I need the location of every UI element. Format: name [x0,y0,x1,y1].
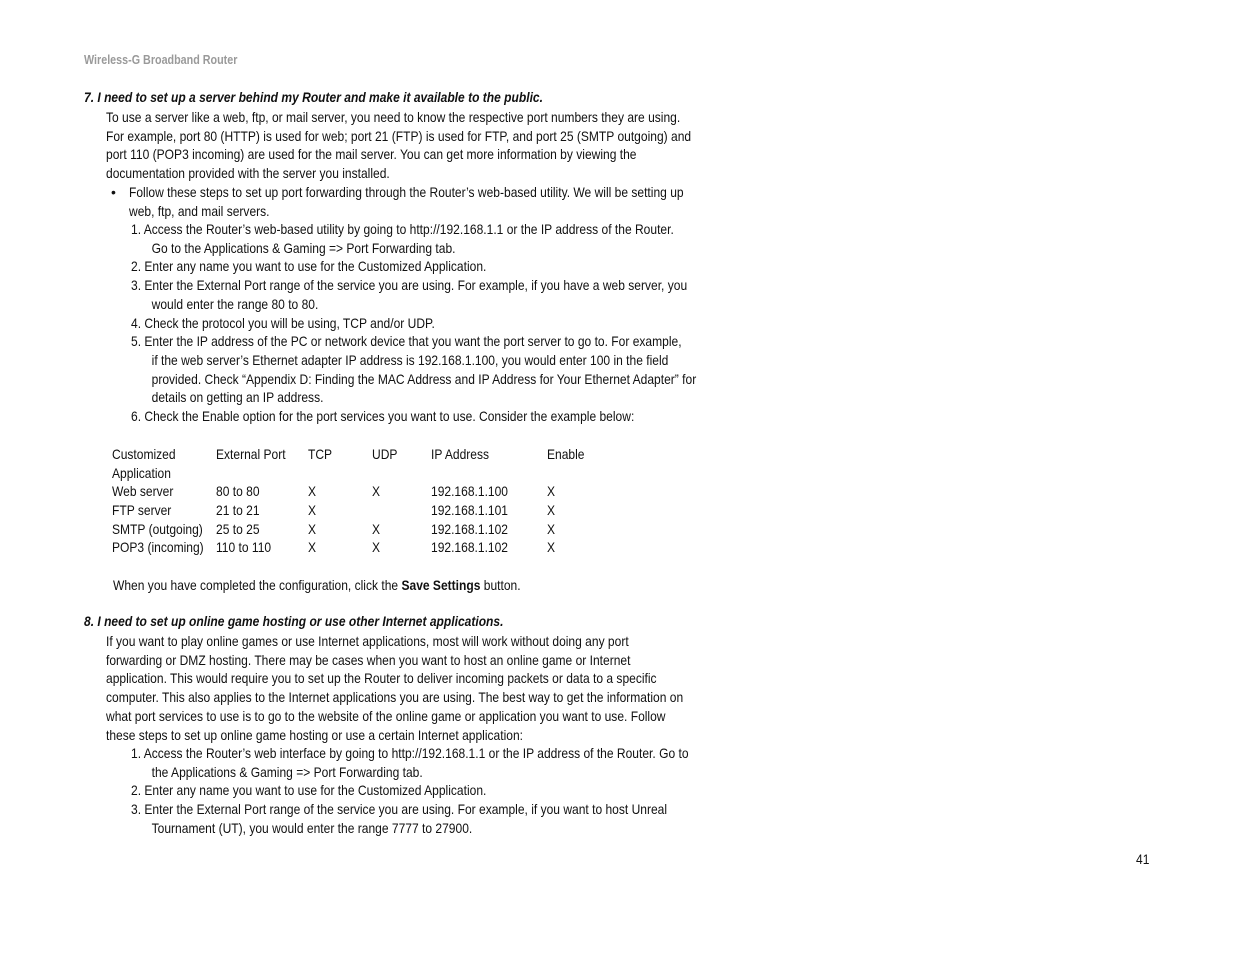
intro-line: application. This would require you to set up the Router to deliver incoming packets or data to a specific [106,670,657,687]
step-line: 5. Enter the IP address of the PC or network device that you want the port server to go to. For example, [131,333,682,350]
table-cell: FTP server [112,502,172,518]
table-cell: X [547,521,556,537]
step-2 [131,257,696,276]
document-header: Wireless-G Broadband Router [84,53,238,67]
table-cell: X [547,502,556,518]
table-header-cell: UDP [372,446,398,462]
save-settings-label: Save Settings [401,577,481,593]
bullet-line: Follow these steps to set up port forwarding through the Router’s web-based utility. We will be setting up [129,184,684,200]
step-line: would enter the range 80 to 80. [151,295,319,312]
step-1 [131,744,689,781]
step-line: 1. Access the Router’s web-based utility by going to http://192.168.1.1 or the IP address of the Router. [131,221,674,237]
intro-line: To use a server like a web, ftp, or mail server, you need to know the respective port numbers they are using. [106,109,681,125]
step-2 [131,781,689,800]
table-header-cell: External Port [216,446,286,462]
intro-line: forwarding or DMZ hosting. There may be cases when you want to host an online game or Internet [106,651,631,668]
table-cell: POP3 (incoming) [112,539,204,555]
table-cell: 25 to 25 [216,521,260,537]
bullet-icon: • [111,184,116,200]
table-cell: 192.168.1.102 [431,521,508,537]
section7-bullet-text [129,183,684,220]
section8-intro [106,632,683,744]
closing-text: button. [480,577,521,593]
step-line: if the web server’s Ethernet adapter IP address is 192.168.1.100, you would enter 100 in the field [151,351,669,368]
table-cell: X [372,521,381,537]
intro-line: what port services to use is to go to the website of the online game or application you want to use. Follow [106,707,666,724]
step-line: 6. Check the Enable option for the port services you want to use. Consider the example below: [131,408,635,425]
intro-line: computer. This also applies to the Internet applications you are using. The best way to get the information on [106,689,684,706]
table-header-cell: TCP [308,446,333,462]
step-line: 3. Enter the External Port range of the service you are using. For example, if you have a web server, you [131,277,688,294]
intro-line: these steps to set up online game hosting or use a certain Internet application: [106,726,523,743]
section8-steps [131,744,689,838]
step-line: 1. Access the Router’s web interface by going to http://192.168.1.1 or the IP address of the Router. Go to [131,745,689,761]
table-cell: X [372,483,381,499]
table-cell: 192.168.1.100 [431,483,508,499]
step-line: Go to the Applications & Gaming => Port Forwarding tab. [151,239,456,256]
closing-text: When you have completed the configuration, click the [113,577,402,593]
step-line: 2. Enter any name you want to use for the Customized Application. [131,782,487,799]
table-cell: X [308,521,317,537]
intro-line: documentation provided with the server you installed. [106,165,390,182]
table-cell: 192.168.1.102 [431,539,508,555]
table-cell: X [372,539,381,555]
table-cell: X [547,483,556,499]
step-line: 3. Enter the External Port range of the service you are using. For example, if you want to host Unreal [131,801,668,818]
step-line: Tournament (UT), you would enter the range 7777 to 27900. [151,819,473,836]
step-line: 2. Enter any name you want to use for the Customized Application. [131,258,487,275]
step-3 [131,276,696,313]
intro-line: If you want to play online games or use Internet applications, most will work without doing any port [106,633,629,649]
section7-question: 7. I need to set up a server behind my Router and make it available to the public. [84,89,543,105]
table-cell: X [547,539,556,555]
table-cell: 21 to 21 [216,502,260,518]
step-3 [131,800,689,837]
intro-line: port 110 (POP3 incoming) are used for the mail server. You can get more information by viewing the [106,146,637,163]
step-line: details on getting an IP address. [151,389,324,406]
table-cell: X [308,483,317,499]
step-1 [131,220,696,257]
table-cell: X [308,539,317,555]
step-line: provided. Check “Appendix D: Finding the MAC Address and IP Address for Your Ethernet Adapter” for [151,370,697,387]
page-number: 41 [1136,851,1150,867]
table-header-cell: IP Address [431,446,490,462]
step-6 [131,407,696,426]
step-line: the Applications & Gaming => Port Forwarding tab. [151,763,423,780]
step-line: 4. Check the protocol you will be using, TCP and/or UDP. [131,314,435,331]
section7-intro [106,108,691,183]
table-cell: SMTP (outgoing) [112,521,203,537]
section8-question: 8. I need to set up online game hosting or use other Internet applications. [84,613,504,629]
table-cell: Web server [112,483,174,499]
intro-line: For example, port 80 (HTTP) is used for web; port 21 (FTP) is used for FTP, and port 25 (SMTP outgoing) and [106,127,692,144]
table-cell: X [308,502,317,518]
table-cell: 110 to 110 [216,539,272,555]
step-5 [131,332,696,407]
table-header-cell: Customized Application [112,446,176,481]
bullet-line: web, ftp, and mail servers. [129,202,270,219]
section7-steps [131,220,696,426]
table-header-cell: Enable [547,446,585,462]
table-cell: 192.168.1.101 [431,502,508,518]
section7-closing [113,576,521,595]
table-cell: 80 to 80 [216,483,260,499]
step-4 [131,314,696,333]
